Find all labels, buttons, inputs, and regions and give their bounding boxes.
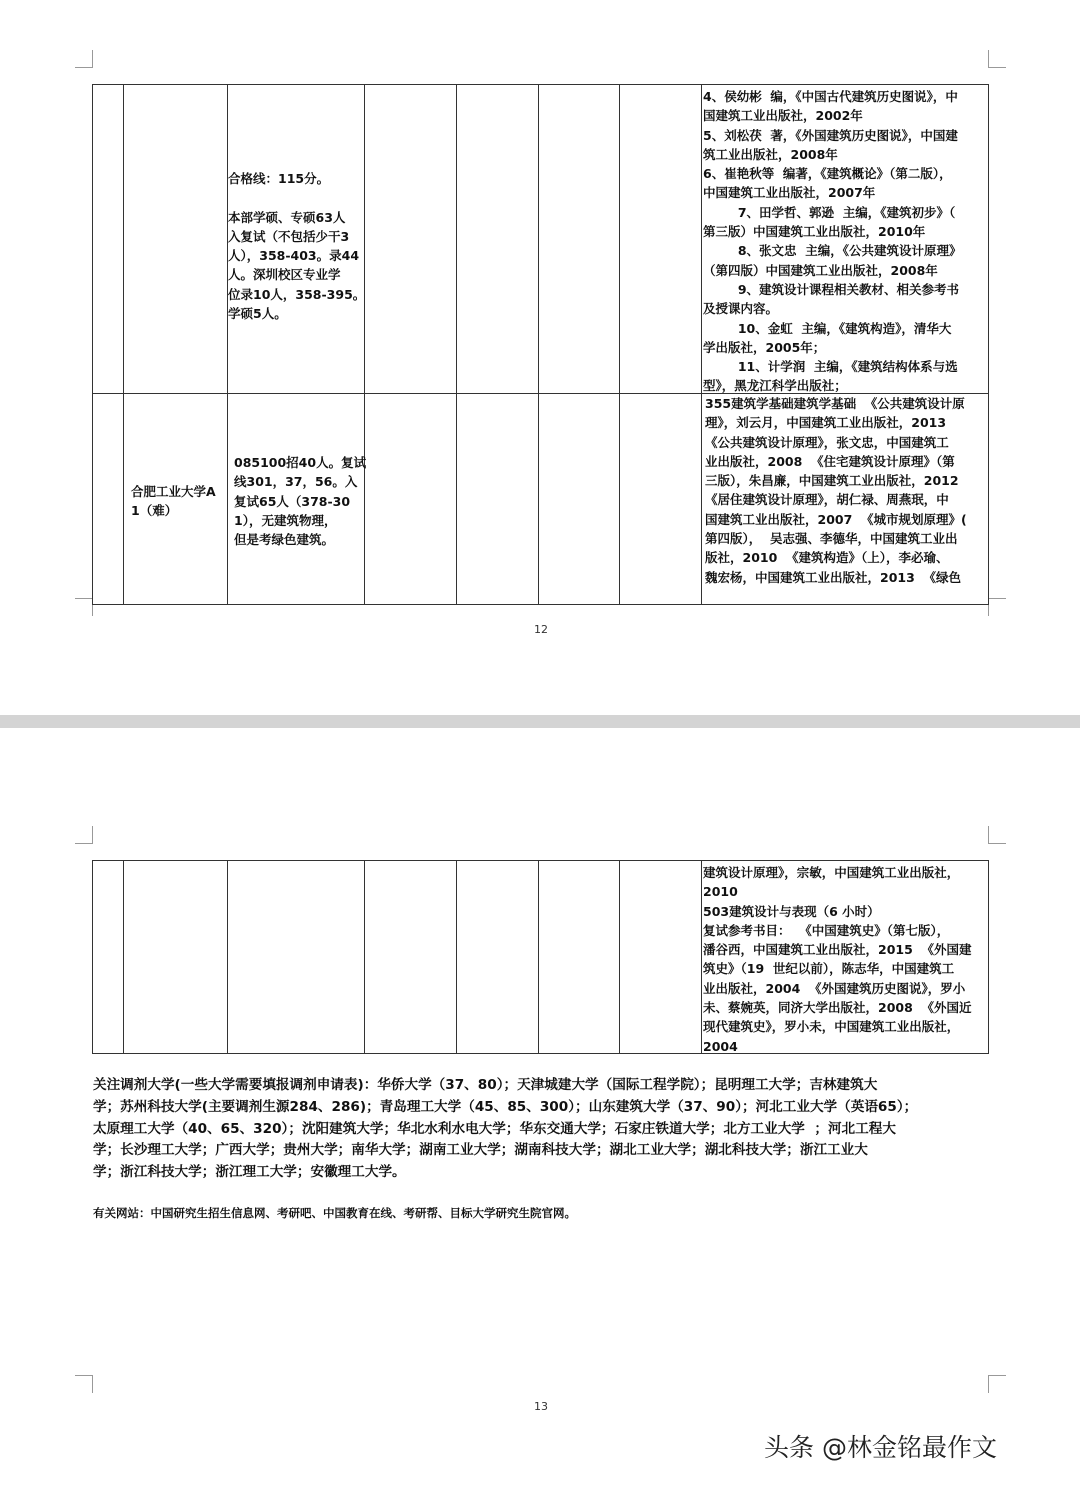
text-line: 理》，刘云月，中国建筑工业出版社，2013 xyxy=(705,415,947,431)
text-line: 2010 xyxy=(703,884,738,900)
corner-mark xyxy=(75,826,93,844)
cell-references xyxy=(703,87,961,396)
text-line: 085100招40人。复试 xyxy=(234,455,367,470)
text-line: 业出版社，2008 《住宅建筑设计原理》（第 xyxy=(705,453,955,469)
text-line xyxy=(228,188,365,207)
cell-school-name xyxy=(131,482,216,521)
text-line: 学出版社，2005年； xyxy=(703,339,826,355)
school-table-page12 xyxy=(92,84,989,605)
text-line: 第三版）中国建筑工业出版社，2010年 xyxy=(703,224,926,240)
text-line: 但是考绿色建筑。 xyxy=(234,532,335,548)
watermark: 头条 @林金铭最作文 xyxy=(764,1433,997,1462)
text-line: 本部学硕、专硕63人 xyxy=(228,209,346,225)
text-line: 复试65人（378-30 xyxy=(234,493,351,509)
text-line: 学；苏州科技大学(主要调剂生源284、286)；青岛理工大学（45、85、300）；山东建筑大学（37、90）；河北工业大学（英语65）； xyxy=(93,1098,918,1115)
text-line: 国建筑工业出版社，2007 《城市规划原理》( xyxy=(705,511,967,527)
text-line: （第四版）中国建筑工业出版社，2008年 xyxy=(703,262,938,278)
text-line: 1（难） xyxy=(131,503,178,519)
text-line: 8、张文忠 主编，《公共建筑设计原理》 xyxy=(703,243,962,259)
text-line: 人。深圳校区专业学 xyxy=(228,267,341,283)
text-line: 《公共建筑设计原理》，张文忠，中国建筑工 xyxy=(705,434,949,450)
corner-mark xyxy=(988,1375,1006,1393)
text-line: 线301，37，56。入 xyxy=(234,474,358,490)
text-line: 合格线：115分。 xyxy=(228,171,330,186)
corner-mark xyxy=(988,50,1006,68)
related-websites: 有关网站：中国研究生招生信息网、考研吧、中国教育在线、考研帮、目标大学研究生院官网。 xyxy=(93,1206,576,1220)
page-separator xyxy=(0,715,1080,728)
text-line: 4、侯幼彬 编，《中国古代建筑历史图说》，中 xyxy=(703,89,958,104)
text-line: 9、建筑设计课程相关教材、相关参考书 xyxy=(703,281,960,297)
text-line: 6、崔艳秋等 编著，《建筑概论》（第二版）， xyxy=(703,166,952,182)
text-line: 355建筑学基础建筑学基础 《公共建筑设计原 xyxy=(705,396,965,411)
school-table-page13 xyxy=(92,860,989,1054)
text-line: 国建筑工业出版社，2002年 xyxy=(703,108,863,124)
text-line: 业出版社，2004 《外国建筑历史图说》，罗小 xyxy=(703,980,966,996)
text-line: 复试参考书目： 《中国建筑史》（第七版）， xyxy=(703,922,950,938)
text-line: 潘谷西，中国建筑工业出版社，2015 《外国建 xyxy=(703,942,972,958)
text-line: 关注调剂大学(一些大学需要填报调剂申请表)：华侨大学（37、80）；天津城建大学（国际工程学院）；昆明理工大学；吉林建筑大 xyxy=(93,1077,878,1093)
cell-admission-info xyxy=(228,169,365,323)
text-line: 7、田学哲、郭逊 主编，《建筑初步》（ xyxy=(703,204,956,220)
text-line: 入复试（不包括少干3 xyxy=(228,228,350,244)
text-line: 太原理工大学（40、65、320）；沈阳建筑大学；华北水利水电大学；华东交通大学；石家庄铁道大学；北方工业大学 ；河北工程大 xyxy=(93,1120,896,1137)
text-line: 未、蔡婉英，同济大学出版社，2008 《外国近 xyxy=(703,1000,972,1016)
text-line: 503建筑设计与表现（6 小时） xyxy=(703,903,880,919)
text-line: 学硕5人。 xyxy=(228,306,287,322)
text-line: 1），无建筑物理， xyxy=(234,512,337,528)
text-line: 学；浙江科技大学；浙江理工大学；安徽理工大学。 xyxy=(93,1164,406,1181)
text-line: 《居住建筑设计原理》，胡仁禄、周燕珉，中 xyxy=(705,492,949,508)
corner-mark xyxy=(988,826,1006,844)
text-line: 位录10人，358-395。 xyxy=(228,286,366,302)
corner-mark xyxy=(75,50,93,68)
text-line: 筑史》（19 世纪以前），陈志华，中国建筑工 xyxy=(703,961,955,977)
text-line: 魏宏杨，中国建筑工业出版社，2013 《绿色 xyxy=(705,569,961,585)
text-line: 第四版）， 吴志强、李德华，中国建筑工业出 xyxy=(705,531,958,547)
cell-admission-info xyxy=(234,453,366,549)
text-line: 中国建筑工业出版社，2007年 xyxy=(703,185,876,201)
text-line: 版社，2010 《建筑构造》（上），李必瑜、 xyxy=(705,550,949,566)
text-line: 学；长沙理工大学；广西大学；贵州大学；南华大学；湖南工业大学；湖南科技大学；湖北工业大学；湖北科技大学；浙江工业大 xyxy=(93,1142,868,1159)
page-number: 12 xyxy=(534,623,548,636)
text-line: 人），358-403。录44 xyxy=(228,248,360,264)
text-line: 5、刘松茯 著，《外国建筑历史图说》，中国建 xyxy=(703,127,958,143)
transfer-universities-paragraph xyxy=(93,1075,993,1184)
text-line: 及授课内容。 xyxy=(703,301,779,317)
text-line: 2004 xyxy=(703,1038,738,1054)
text-line: 11、计学润 主编，《建筑结构体系与选 xyxy=(703,359,958,375)
text-line: 建筑设计原理》，宗敏，中国建筑工业出版社， xyxy=(703,865,960,880)
text-line: 10、金虹 主编，《建筑构造》，清华大 xyxy=(703,320,952,336)
text-line: 筑工业出版社，2008年 xyxy=(703,146,838,162)
cell-references xyxy=(705,394,967,587)
corner-mark xyxy=(988,598,1006,616)
text-line: 三版），朱昌廉，中国建筑工业出版社，2012 xyxy=(705,473,959,489)
cell-references xyxy=(703,863,972,1056)
corner-mark xyxy=(75,1375,93,1393)
page-number: 13 xyxy=(534,1400,548,1413)
corner-mark xyxy=(75,598,93,616)
text-line: 合肥工业大学A xyxy=(131,484,216,499)
text-line: 现代建筑史》，罗小未，中国建筑工业出版社， xyxy=(703,1019,960,1035)
text-line: 型》，黑龙江科学出版社； xyxy=(703,378,847,394)
